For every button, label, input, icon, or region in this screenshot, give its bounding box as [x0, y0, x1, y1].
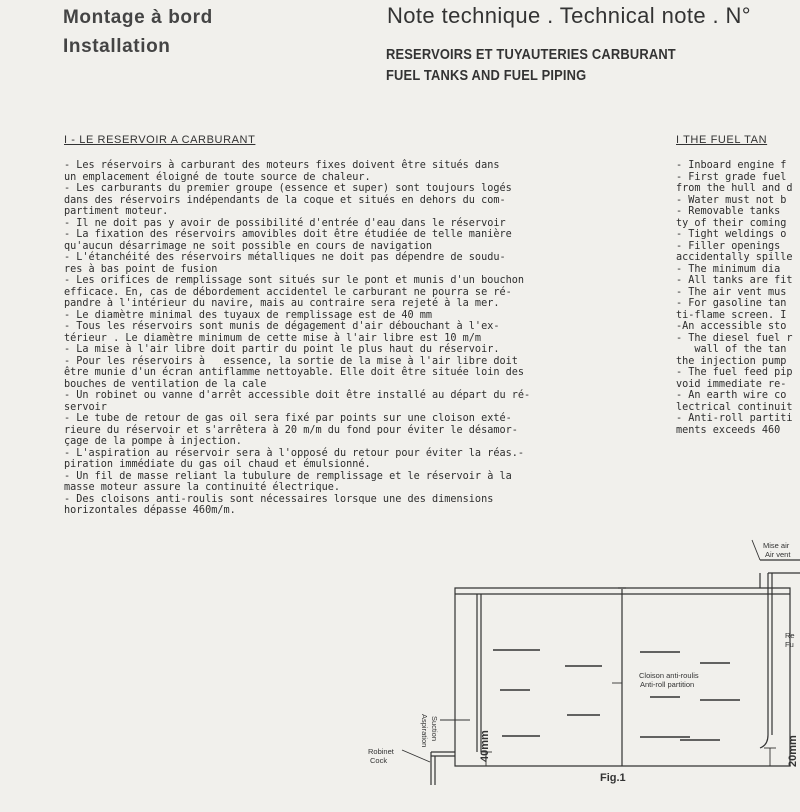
dim-20mm: 20mm	[787, 735, 799, 767]
suction-label-en: Suction	[430, 716, 439, 742]
text-line: ty of their coming	[676, 217, 787, 229]
text-line: - The air vent mus	[676, 286, 787, 298]
text-line: - Le tube de retour de gas oil sera fixé par points sur une cloison exté-	[64, 413, 512, 424]
text-line: - For gasoline tan	[676, 298, 787, 309]
text-line: - Tight weldings o	[676, 229, 787, 240]
section-title-fr: I - LE RESERVOIR A CARBURANT	[64, 134, 256, 146]
vent-label-fr: Mise air	[763, 541, 790, 550]
text-line: - Le diamètre minimal des tuyaux de remplissage est de 40 mm	[64, 309, 433, 321]
text-line: res à bas point de fusion	[64, 263, 218, 275]
text-line: térieur . Le diamètre minimum de cette mise à l'air libre est 10 m/m	[64, 332, 482, 344]
text-line: - L'étanchéité des réservoirs métalliques ne doit pas dépendre de soudu-	[64, 252, 506, 263]
text-line: the injection pump	[676, 355, 787, 367]
dim-40mm: 40mm	[479, 730, 491, 762]
text-line: - The minimum dia	[676, 263, 781, 275]
text-line: dans des réservoirs indépendants de la coque et situés en dehors du com-	[64, 194, 506, 206]
text-line: - L'aspiration au réservoir sera à l'opposé du retour pour éviter la réas.-	[64, 447, 525, 459]
return-label-fr: Re	[785, 631, 795, 640]
text-line: - First grade fuel	[676, 171, 787, 183]
text-line: partiment moteur.	[64, 206, 169, 217]
text-line: -An accessible sto	[676, 321, 787, 332]
text-line: - Un fil de masse reliant la tubulure de remplissage et le réservoir à la	[64, 470, 512, 482]
note-title: Note technique . Technical note . N°	[387, 3, 752, 28]
text-line: - Filler openings	[676, 240, 781, 252]
text-line: bouches de ventilation de la cale	[64, 378, 267, 390]
text-line: masse moteur assure la continuité électrique.	[64, 482, 341, 493]
text-line: - Les carburants du premier groupe (essence et super) sont toujours logés	[64, 183, 512, 194]
text-line: rieure du réservoir et s'arrêtera à 20 m/m du fond pour éviter le désamor-	[64, 424, 518, 436]
cock-label-en: Cock	[370, 756, 388, 765]
vent-pipe	[760, 560, 800, 588]
text-line: - The fuel feed pip	[676, 367, 793, 378]
text-line: qu'aucun désarrimage ne soit possible en cours de navigation	[64, 240, 433, 252]
text-line: - Des cloisons anti-roulis sont nécessaires lorsque une des dimensions	[64, 493, 494, 505]
header-category-fr: Montage à bord	[63, 7, 213, 28]
text-line: - Inboard engine f	[676, 160, 787, 171]
text-line: être munie d'un écran antiflamme nettoyable. Elle doit être située loin des	[64, 367, 525, 378]
text-line: lectrical continuit	[676, 401, 793, 413]
subtitle-fr: RESERVOIRS ET TUYAUTERIES CARBURANT	[386, 46, 676, 63]
figure-label: Fig.1	[600, 772, 626, 784]
text-line: ments exceeds 460	[676, 424, 781, 436]
text-line: servoir	[64, 401, 107, 413]
text-line: un emplacement éloigné de toute source de chaleur.	[64, 171, 371, 183]
text-line: ti-flame screen. I	[676, 309, 787, 321]
return-label-en: Fu	[785, 640, 794, 649]
return-pipe	[760, 573, 772, 748]
text-line: - La fixation des réservoirs amovibles doit être étudiée de telle manière	[64, 229, 512, 240]
text-line: - Pour les réservoirs à essence, la sortie de la mise à l'air libre doit	[64, 355, 518, 367]
text-line: - The diesel fuel r	[676, 332, 793, 344]
cock-outlet	[431, 752, 455, 785]
text-line: horizontales dépasse 460m/m.	[64, 505, 236, 516]
text-line: - Un robinet ou vanne d'arrêt accessible doit être installé au départ du ré-	[64, 390, 531, 401]
text-line: void immediate re-	[676, 378, 787, 390]
text-line: çage de la pompe à injection.	[64, 436, 242, 447]
text-line: from the hull and d	[676, 183, 793, 194]
text-line: wall of the tan	[676, 344, 787, 355]
text-line: - Tous les réservoirs sont munis de dégagement d'air débouchant à l'ex-	[64, 321, 500, 332]
text-line: piration immédiate du gas oil chaud et émulsionné.	[64, 459, 371, 470]
text-line: pandre à l'intérieur du navire, mais au contraire sera rejeté à la mer.	[64, 298, 500, 309]
text-line: - Water must not b	[676, 194, 787, 206]
text-line: accidentally spille	[676, 252, 793, 263]
suction-label-fr: Aspiration	[420, 714, 429, 748]
section-title-en: I THE FUEL TAN	[676, 134, 768, 146]
vent-label-en: Air vent	[765, 550, 791, 559]
text-line: - La mise à l'air libre doit partir du point le plus haut du réservoir.	[64, 344, 500, 355]
partition-label-en: Anti-roll partition	[640, 680, 695, 689]
partition-label-fr: Cloison anti-roulis	[639, 671, 699, 680]
text-line: - Removable tanks	[676, 206, 781, 217]
header-category-en: Installation	[63, 36, 171, 57]
text-line: - Les orifices de remplissage sont situés sur le pont et munis d'un bouchon	[64, 275, 525, 286]
text-line: - Anti-roll partiti	[676, 413, 793, 424]
text-line: - An earth wire co	[676, 390, 787, 401]
text-line: - All tanks are fit	[676, 275, 793, 286]
text-line: - Les réservoirs à carburant des moteurs fixes doivent être situés dans	[64, 160, 500, 171]
text-line: efficace. En, cas de débordement accidentel le carburant ne pourra se ré-	[64, 286, 512, 298]
text-line: - Il ne doit pas y avoir de possibilité d'entrée d'eau dans le réservoir	[64, 217, 506, 229]
cock-label-fr: Robinet	[368, 747, 394, 756]
subtitle-en: FUEL TANKS AND FUEL PIPING	[386, 67, 587, 84]
